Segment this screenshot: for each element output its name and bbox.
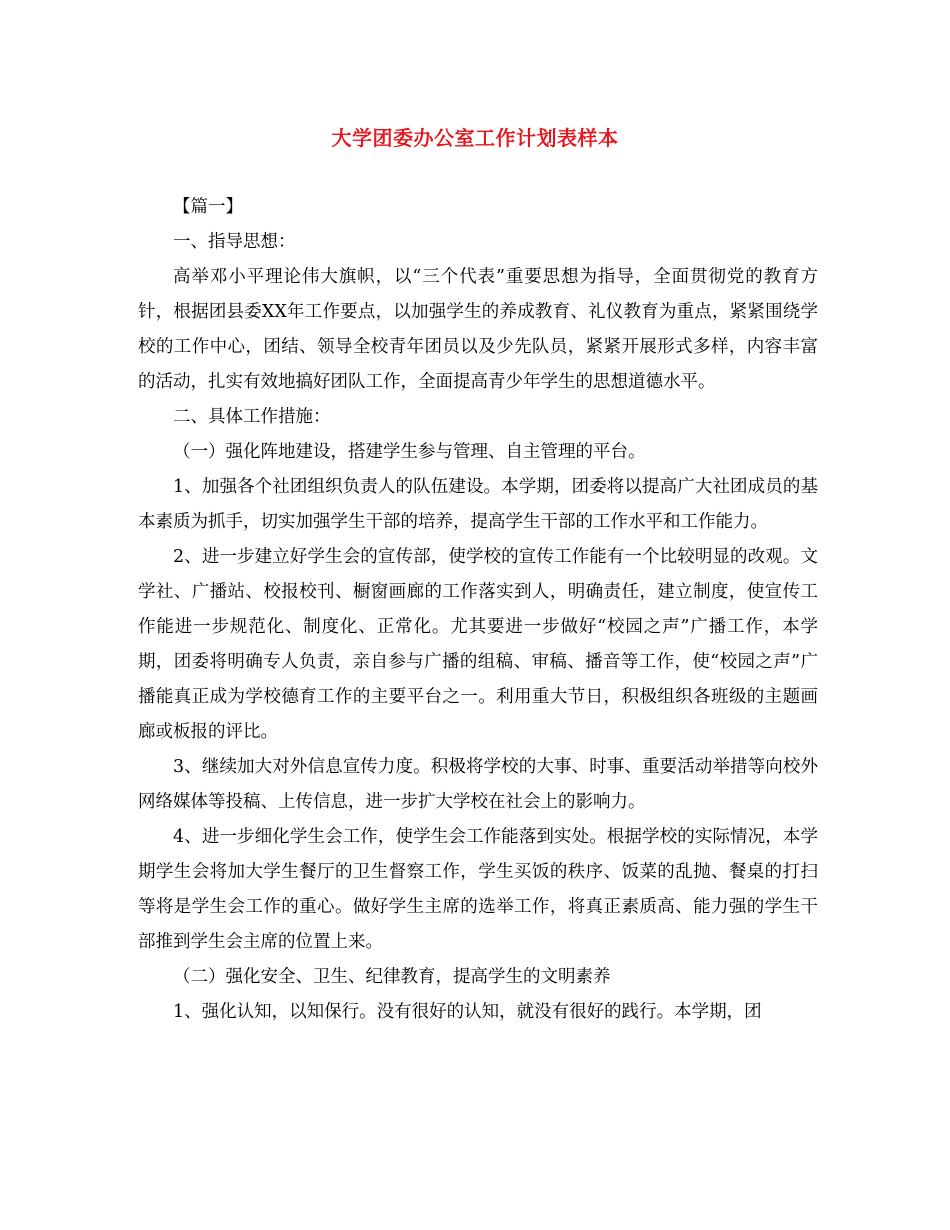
body-paragraph: 2、进一步建立好学生会的宣传部，使学校的宣传工作能有一个比较明显的改观。文学社、广播站、校报校刊、橱窗画廊的工作落实到人，明确责任，建立制度，使宣传工作能进一步规范化、制度化、正常化。尤其要进一步做好“校园之声”广播工作，本学期，团委将明确专人负责，亲自参与广播的组稿、审稿、播音等工作，使“校园之声”广播能真正成为学校德育工作的主要平台之一。利用重大节日，积极组织各班级的主题画廊或板报的评比。 [138, 547, 818, 742]
document-body [138, 190, 818, 1030]
body-paragraph: 3、继续加大对外信息宣传力度。积极将学校的大事、时事、重要活动举措等向校外网络媒体等投稿、上传信息，进一步扩大学校在社会上的影响力。 [138, 757, 818, 812]
subsection-heading: （一）强化阵地建设，搭建学生参与管理、自主管理的平台。 [173, 442, 646, 462]
subsection-heading: （二）强化安全、卫生、纪律教育，提高学生的文明素养 [173, 967, 611, 987]
body-paragraph: 高举邓小平理论伟大旗帜，以“三个代表”重要思想为指导，全面贯彻党的教育方针，根据团县委XX年工作要点，以加强学生的养成教育、礼仪教育为重点，紧紧围绕学校的工作中心，团结、领导全校青年团员以及少先队员，紧紧开展形式多样，内容丰富的活动，扎实有效地搞好团队工作，全面提高青少年学生的思想道德水平。 [138, 267, 818, 392]
body-paragraph: 1、强化认知，以知保行。没有很好的认知，就没有很好的践行。本学期，团 [173, 1002, 762, 1022]
body-paragraph: 1、加强各个社团组织负责人的队伍建设。本学期，团委将以提高广大社团成员的基本素质为抓手，切实加强学生干部的培养，提高学生干部的工作水平和工作能力。 [138, 477, 818, 532]
body-paragraph: 4、进一步细化学生会工作，使学生会工作能落到实处。根据学校的实际情况，本学期学生会将加大学生餐厅的卫生督察工作，学生买饭的秩序、饭菜的乱抛、餐桌的打扫等将是学生会工作的重心。做好学生主席的选举工作，将真正素质高、能力强的学生干部推到学生会主席的位置上来。 [138, 827, 818, 952]
section-heading: 一、指导思想： [173, 232, 296, 252]
section-heading: 【篇一】 [173, 197, 243, 217]
document-title: 大学团委办公室工作计划表样本 [331, 126, 619, 150]
section-heading: 二、具体工作措施： [173, 407, 331, 427]
